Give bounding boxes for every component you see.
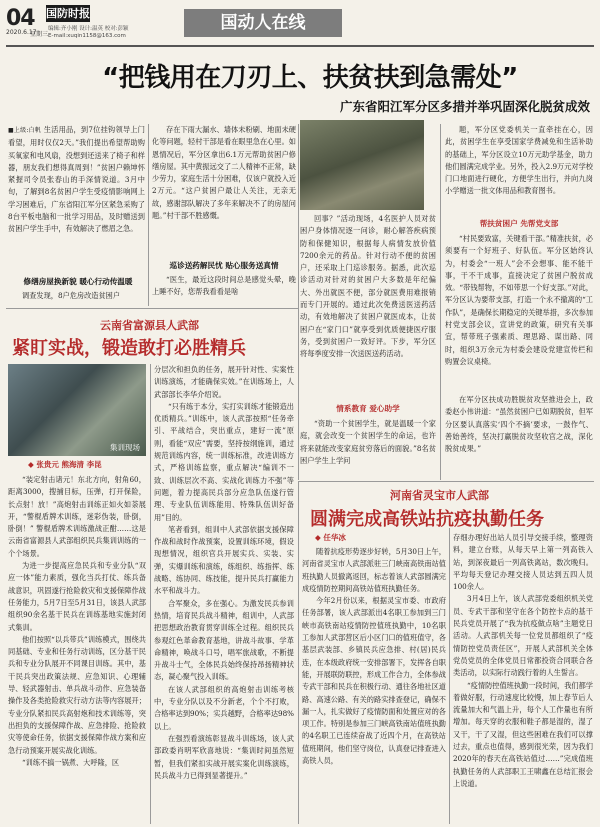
- story3-kicker: 河南省灵宝市人武部: [390, 489, 489, 502]
- story2-byline: ◆ 张贵元 熊海清 李昆: [28, 460, 102, 469]
- column-rule: [298, 124, 299, 480]
- lead-subhead-2: 巡诊送药解民忧 贴心服务送真情: [169, 261, 279, 270]
- lead-column-1b: 调查发现，8户危房改造贫困户: [22, 291, 121, 300]
- header-rule: [6, 45, 594, 47]
- lead-column-1: ■上级:白帆 生活用品，到7位挂钩领导上门看望，用时仅仅2天。”我们提出希望帮助购买氧家和电风扇，没想到还送来了椅子和样器，朋友我们想得真周到！”贫困户赖坤怀紧握司令员张春山的手深情说道。3月中旬，了解到8名贫困户学生受疫情影响网上学习困难后，广东省阳江军分区紧急采购了8台平板电脑和一批学习用品，及时赠送到贫困户学生手中，有效解决了燃眉之急。: [8, 125, 145, 234]
- lead-column-2b: “医生，最近这段时间总是感觉头晕，晚上睡不好，您帮我看看是啥: [152, 275, 296, 297]
- issue-date: 2020.6.17: [6, 29, 37, 36]
- lead-photo: [300, 120, 424, 210]
- lead-subhead-3: 情系教育 爱心助学: [336, 404, 400, 413]
- column-rule: [298, 481, 299, 824]
- lead-column-4: 题，军分区党委机关一直牵挂在心，因此，贫困学生在享受国家学费减免和生活补助的基础上，军分区设立10万元助学基金，助力他们圆满完成学业。另外，投入2.9万元对学校门口地面进行硬化，方便学生出行，并向九岗小学赠送一批文体用品和教育图书。: [445, 125, 593, 196]
- lead-column-4b: “村民要致富，关键看干部。”精准扶贫，必须要有一个好班子、好队伍。军分区始终认为，村委会“一班人”会不会想事、能不能干事，干不干成事，直接决定了贫困户脱贫成效。“带钱帮物，不如带思一个好支部。”对此，军分区认为要带支部，打造一个永不撤离的“工作队”，是确保长期稳定的关键举措，多次参加村党支部会议，宣讲党的政策，研究有关事宜，帮带班子强素质、理思路、谋出路、同时，组织3万余元为村委会建设党建宣传栏和购置会议桌椅。: [445, 234, 593, 366]
- lead-column-4c: 在军分区扶成功胜脱贫攻坚推进会上，政委赵小伟讲道：“虽然贫困户已如期脱贫，但军分区要认真落实‘四个不摘’要求，一鼓作气、善始善终，坚决打赢脱贫攻坚收官之战，深化脱贫成果。”: [445, 395, 593, 454]
- story2-column-2: 分层次和担负的任务，展开针对性、实案性训练演练，才能确保实效。”在训练场上，人武部部长李华介绍说。 “只有练于本分，实打实训练才能锻造出优质精兵。”训练中，该人武部按照“任务牵引、平战结合，突出重点，建好一流”原则，看能“双应”需要，坚持按纲施训，通过规范训练内容，统一训练标准，改进训练方式，严格训练监察，重点解决“编训不一致、训练层次不高、实战化训练力不强”等问题，着力提高民兵部分应急队伍遂行管理、专业队伍训练能用、特殊队伍训好备用”目的。 笔者看到，组训中人武部依据支援保障作战和战时作战预案，设置训练环境，假设现想情况，组织官兵开展实兵、实装、实弹，实爆训练和演练，练组织、练指挥、练战略、练协同、练技能，提升民兵打赢能力水平和战斗力。 合军聚众，多在强心。为激发民兵参训热情，培育民兵战斗精神，组训中，人武部把思想政治教育贯穿训练全过程。组织民兵参观红色革命教育基地，讲战斗故事、学革命精神，唤战斗口号，唱军旅战歌，不断提升战斗士气，全体民兵始终保持昂扬精神状态，凝心聚气投入训练。 在该人武部组织的高炮射击训练考核中，专业分队以及不分新老，个个不打败，合格率达到90%；实兵越野，合格率达98%以上。 在强烈看演练彰显战斗训练场，该人武部政委肖明军欣喜地说：“集训时间虽然短暂，但我们紧扣实战开展实案化训练演练，民兵战斗力已得到显著提升。”: [154, 365, 294, 780]
- paper-logo: 国防时报: [46, 7, 90, 20]
- lead-headline: “把钱用在刀刃上、扶贫扶到急需处”: [102, 63, 518, 93]
- issue-weekday: 星期三: [30, 31, 49, 38]
- story3-byline: ◆ 任华冰: [315, 533, 346, 542]
- contact-email: E-mail:xuqin1158@163.com: [48, 33, 126, 39]
- lead-column-3: 回事？”活动现场，4名医护人员对贫困户身体情况逐一问诊，耐心解答疾病预防和保健知识，根据每人病情发放价值7200余元的药品。针对行动不便的贫困户，还采取上门巡诊服务。据悉，此次巡诊活动对针对的贫困户大多数是年纪偏大、外出就医不便，部分就医费用难报销而专门开展的。通过此次免费送医送药活动，有效地解决了贫困户就医成本，让贫困户在“家门口”就享受到优质便捷医疗服务，受到贫困户一致好评。下步，军分区将每季度安排一次送医送药活动。: [300, 214, 436, 359]
- story2-headline: 紧盯实战，锻造敢打必胜精兵: [12, 338, 246, 359]
- section-title: 国动人在线: [220, 13, 306, 33]
- section-rule: [298, 481, 594, 482]
- byline-icon: ◆: [28, 460, 37, 469]
- staff-credits: 编辑:齐小刚 设计:温英 校对:彭颖: [48, 26, 129, 32]
- story3-headline: 圆满完成高铁站抗疫执勤任务: [310, 509, 544, 530]
- page-header: [0, 0, 600, 48]
- story2-column-1: “装定射击诸元！东北方向，射角60，距离3000，搜捕目标，压弹，打开保险，长点射！放！”高炮射击训练正如火如荼展开，“警棍盾牌术训练，迷彩伪装，卧倒，卧倒！” 警棍盾牌术训练激战正酣……这是云南省富源县人武部组织民兵集训训练的一个个场景。 为进一步提高应急民兵和专业分队“双应一体”能力素质，强化当兵打仗、练兵备战意识，巩固遂行抢险救灾和支援保障作战任务能力，5月7日至5月31日，该县人武部组织90余名基干民兵在训练基地实施封闭式集训。 他们按照“以兵带兵”训练模式，围绕共同基础、专业和任务行动训练，区分基干民兵和专业分队展开不同课目训练。其中，基干民兵突出政策法规、应急知识、心理辅导、轻武器射击、单兵战斗动作、应急装备操作及各类抢险救灾行动方法等内容展开；专业分队紧扣民兵高射炮和技术训练等，突出担负的支援保障作战、应急排险、抢险救灾等使命任务，依据支援保障作战方案和应急行动预案开展实战化训练。 “训练不搞一锅煮、大呼隆，区: [8, 475, 146, 767]
- story2-photo-caption: 集训现场: [110, 443, 140, 452]
- page-number: 04: [6, 6, 35, 31]
- story2-kicker: 云南省富源县人武部: [100, 319, 199, 332]
- column-rule: [150, 364, 151, 824]
- byline-icon: ◆: [315, 533, 324, 542]
- lead-byline: ■上级:白帆: [8, 127, 42, 134]
- lead-subhead-1: 修缮房屋换新貌 暖心行动传温暖: [23, 277, 133, 286]
- column-rule: [440, 124, 441, 480]
- lead-subhead-4: 帮扶贫困户 先帮党支部: [479, 219, 559, 228]
- lead-column-2: 存在下雨大漏水、墙体未粉刷、地面未硬化等问题，轻村干部是看在眼里急在心里。如恩情况后，军分区拿出6.1万元帮助贫困户修缮房屋。其中黄振远交了二人精神不正常，缺少劳力，家庭生活十分困难，仅该户就投入近2万元。“这户贫困户最让人关注，无亲无故，感谢部队解决了多年来解决不了的房屋问题。”村干部不胜感慨。: [152, 125, 296, 221]
- story3-column-1: 随着抗疫形势逐步好转，5月30日上午，河南省灵宝市人武部派驻三门峡南高铁南站值班执勤人员撤离返回，标志着该人武部圆满完成疫情防控期间高铁站值班执勤任务。 今年2月份以来，根据灵宝市委、市政府任务部署，该人武部派出4名职工参加到三门峡市高铁南站疫情防控值班执勤中，10名职工参加人武部营区后小区门口的值班值守，各基层武装部、乡镇民兵应急排、村(居)民兵连，在本级政府统一安排部署下，发挥各自职能，开展联防联控，形成工作合力，全体参战专武干部和民兵在积极行动、通往各地社区道路、高速公路、有关的路实排查登记，确保不漏一人，扎实做好了疫情防面和处置应对的各项工作。特别是参加三门峡高铁南站值班执勤的4名职工已连续奋战了近四个月，在高铁站值班期间，他们坚守岗位，认真登记排查进入高铁人员，: [302, 547, 446, 766]
- story3-column-2: 存细办理好出站人员引导交接手续，整理资料，建立台账，从每天早上第一列高铁入站，到深夜最后一列高铁离站，数次晚归。平均每天登记办理交接人员达到五四人员100余人。 3月4日上午，该人武部党委组织机关党员、专武干部和坚守在各个防控卡点的基干民兵党员开展了“我为抗疫做点啥”主题党日活动。人武部机关每一位党员都组织了“疫情防控党员责任区”，开展人武部机关全体党员党员的全体党员日常都投资合同联合各类活动，以实际行动践行着的人生誓言。 “疫情防控值班执勤一段时间，我们都学着做好服，行动速度比较慢，加上春节后人流量加大和气温上升，每个人工作量也有所增加。每天穿的衣服和鞋子都是湿的，湿了又干，干了又湿，但这些困难在我们可以撑过去，重点也值得，感到很光荣，因为我们2020年的春天在高铁站值过……”完成值班执勤任务的人武部职工王啸鑫在总结汇报会上说道。: [453, 533, 593, 788]
- lead-subheadline: 广东省阳江军分区多措并举巩固深化脱贫成效: [339, 99, 590, 114]
- column-rule: [148, 124, 149, 306]
- section-rule: [6, 308, 298, 309]
- column-rule: [449, 528, 450, 824]
- lead-column-3b: “资助一个贫困学生，就是温暖一个家庭，就会改变一个贫困学生的命运，也许将来就能改变家庭贫穷落后的面貌。”8名贫困户学生上学问: [300, 419, 436, 465]
